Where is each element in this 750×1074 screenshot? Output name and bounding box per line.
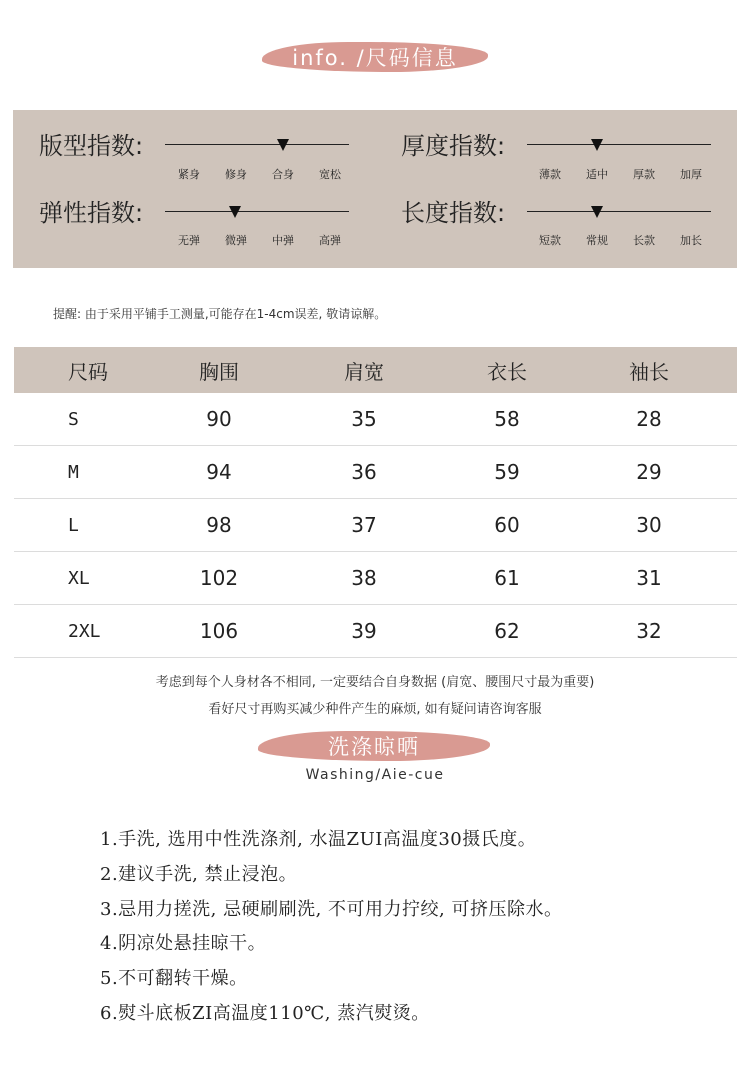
length-index-label: 加长 (680, 234, 702, 247)
elasticity-index-title: 弹性指数: (39, 199, 144, 227)
thickness-index-scale (527, 144, 711, 145)
thickness-index-label: 适中 (586, 168, 608, 181)
fit-index-title: 版型指数: (39, 132, 144, 160)
chest-cell: 106 (199, 619, 239, 643)
fit-index-label: 合身 (272, 168, 294, 181)
sleeve-cell: 29 (636, 460, 662, 484)
table-row (14, 393, 737, 446)
care-instructions (100, 825, 563, 1034)
elasticity-index-marker (229, 206, 241, 218)
fit-index-label: 修身 (225, 168, 247, 181)
shoulder-cell: 36 (351, 460, 377, 484)
table-row (14, 552, 737, 605)
elasticity-index-label: 中弹 (272, 234, 294, 247)
shoulder-cell: 35 (351, 407, 377, 431)
elasticity-index-label: 高弹 (319, 234, 341, 247)
header-shoulder: 肩宽 (344, 359, 384, 384)
size-cell: L (68, 514, 79, 536)
list-item: 3.忌用力搓洗, 忌硬刷刷洗, 不可用力拧绞, 可挤压除水。 (100, 898, 563, 920)
size-cell: M (68, 461, 79, 483)
thickness-index-label: 厚款 (633, 168, 655, 181)
chest-cell: 94 (206, 460, 232, 484)
header-chest: 胸围 (199, 359, 239, 384)
thickness-index-label: 薄款 (539, 168, 561, 181)
table-row (14, 446, 737, 499)
list-item: 2.建议手洗, 禁止浸泡。 (100, 863, 298, 885)
sleeve-cell: 30 (636, 513, 662, 537)
measurement-note: 提醒: 由于采用平铺手工测量,可能存在1-4cm误差, 敬请谅解。 (53, 307, 387, 321)
size-cell: 2XL (68, 620, 101, 642)
size-cell: S (68, 408, 79, 430)
chest-cell: 98 (206, 513, 232, 537)
sleeve-cell: 28 (636, 407, 662, 431)
size-remark: 考虑到每个人身材各不相同, 一定要结合自身数据 (肩宽、腰围尺寸最为重要) (155, 675, 595, 690)
length-index-marker (591, 206, 603, 218)
length-index-title: 长度指数: (401, 199, 506, 227)
thickness-index-label: 加厚 (680, 168, 702, 181)
length-index-label: 常规 (586, 234, 608, 247)
size-table (14, 347, 737, 658)
size-table-header (14, 347, 737, 393)
list-item: 6.熨斗底板ZI高温度110℃, 蒸汽熨烫。 (100, 1002, 430, 1024)
info-banner-title: info. /尺码信息 (292, 46, 458, 70)
elasticity-index-label: 微弹 (225, 234, 247, 247)
sleeve-cell: 31 (636, 566, 662, 590)
thickness-index-marker (591, 139, 603, 151)
length-cell: 60 (494, 513, 520, 537)
thickness-index-title: 厚度指数: (401, 132, 506, 160)
fit-index-marker (277, 139, 289, 151)
list-item: 5.不可翻转干燥。 (100, 968, 248, 990)
elasticity-index-scale (165, 211, 349, 212)
length-index-label: 短款 (539, 234, 561, 247)
list-item: 1.手洗, 选用中性洗涤剂, 水温ZUI高温度30摄氏度。 (100, 829, 537, 850)
table-row (14, 499, 737, 552)
fit-index-panel (13, 110, 737, 268)
length-cell: 59 (494, 460, 520, 484)
wash-banner-subtitle: Washing/Aie-cue (305, 767, 445, 783)
fit-index-label: 紧身 (178, 168, 200, 181)
length-cell: 58 (494, 407, 520, 431)
header-sleeve: 袖长 (629, 359, 669, 384)
header-length: 衣长 (487, 359, 527, 384)
size-cell: XL (68, 567, 90, 589)
shoulder-cell: 39 (351, 619, 377, 643)
wash-banner-title: 洗涤晾晒 (328, 735, 420, 759)
length-index-scale (527, 211, 711, 212)
length-cell: 62 (494, 619, 520, 643)
fit-index-scale (165, 144, 349, 145)
elasticity-index-label: 无弹 (178, 234, 200, 247)
header-size: 尺码 (68, 359, 108, 384)
size-remark: 看好尺寸再购买减少种件产生的麻烦, 如有疑问请咨询客服 (208, 702, 542, 717)
sleeve-cell: 32 (636, 619, 662, 643)
wash-banner (258, 731, 490, 761)
length-cell: 61 (494, 566, 520, 590)
chest-cell: 102 (199, 566, 239, 590)
fit-index-label: 宽松 (319, 168, 341, 181)
length-index-label: 长款 (633, 234, 655, 247)
info-banner (262, 42, 488, 72)
chest-cell: 90 (206, 407, 232, 431)
shoulder-cell: 37 (351, 513, 377, 537)
list-item: 4.阴凉处悬挂晾干。 (100, 933, 267, 955)
table-row (14, 605, 737, 658)
shoulder-cell: 38 (351, 566, 377, 590)
